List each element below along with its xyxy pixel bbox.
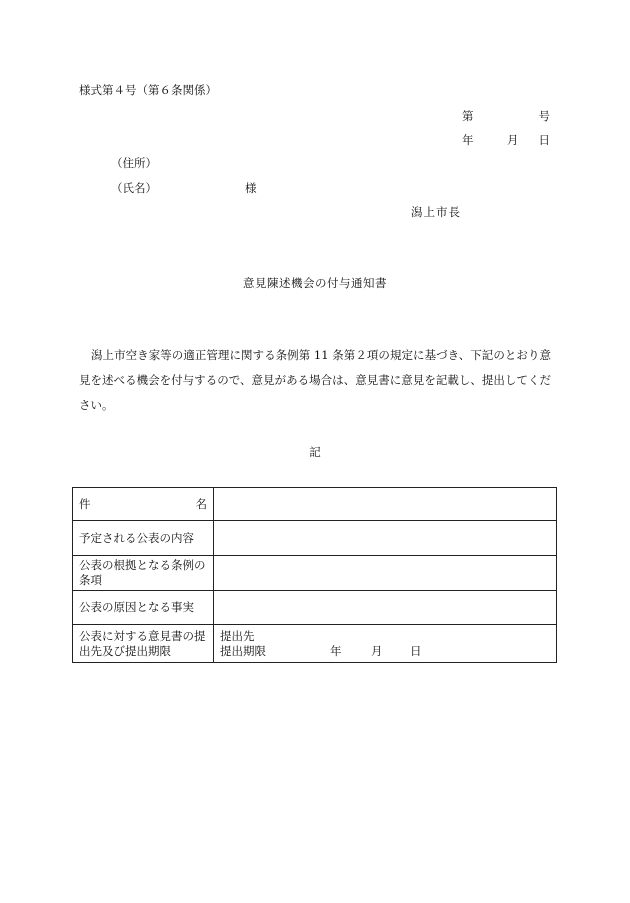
cause-facts-label: 公表の原因となる事実 [73,591,214,625]
ki-heading: 記 [309,445,321,459]
deadline-date [266,644,426,659]
document-number-line [462,108,550,124]
recipient-address-label: （住所） [111,156,157,170]
case-name-value [214,488,557,521]
details-table [72,487,557,663]
submission-info-value [214,625,557,663]
table-row [73,488,557,521]
case-name-label [73,488,214,521]
submission-info-label: 公表に対する意見書の提出先及び提出期限 [73,625,214,663]
table-row [73,521,557,556]
deadline-month: 月 [371,643,383,658]
date-year-label: 年 [462,133,474,147]
date-day-label: 日 [538,133,550,147]
deadline-year: 年 [330,643,342,658]
deadline-line [220,644,550,659]
case-name-label-left: 件 [79,496,91,511]
date-month-label: 月 [507,133,519,147]
deadline-day: 日 [410,643,422,658]
case-name-label-right: 名 [195,496,207,511]
legal-basis-value [214,556,557,591]
honorific: 様 [245,181,257,195]
recipient-name-label: （氏名） [111,181,157,195]
number-suffix: 号 [538,109,550,123]
table-row [73,591,557,625]
legal-basis-label: 公表の根拠となる条例の条項 [73,556,214,591]
document-title: 意見陳述機会の付与通知書 [243,276,387,290]
sender-title: 潟上市長 [411,205,461,219]
cause-facts-value [214,591,557,625]
form-number: 様式第４号（第６条関係） [79,83,217,97]
table-row [73,625,557,663]
body-paragraph: 潟上市空き家等の適正管理に関する条例第 11 条第２項の規定に基づき、下記のとおり意見を述べる機会を付与するので、意見がある場合は、意見書に意見を記載し、提出してください。 [79,348,551,412]
number-prefix: 第 [462,109,474,123]
table-row [73,556,557,591]
recipient-name-line [111,180,257,196]
planned-publication-label: 予定される公表の内容 [73,521,214,556]
submit-to-label: 提出先 [220,628,255,643]
deadline-label: 提出期限 [220,643,266,658]
planned-publication-value [214,521,557,556]
